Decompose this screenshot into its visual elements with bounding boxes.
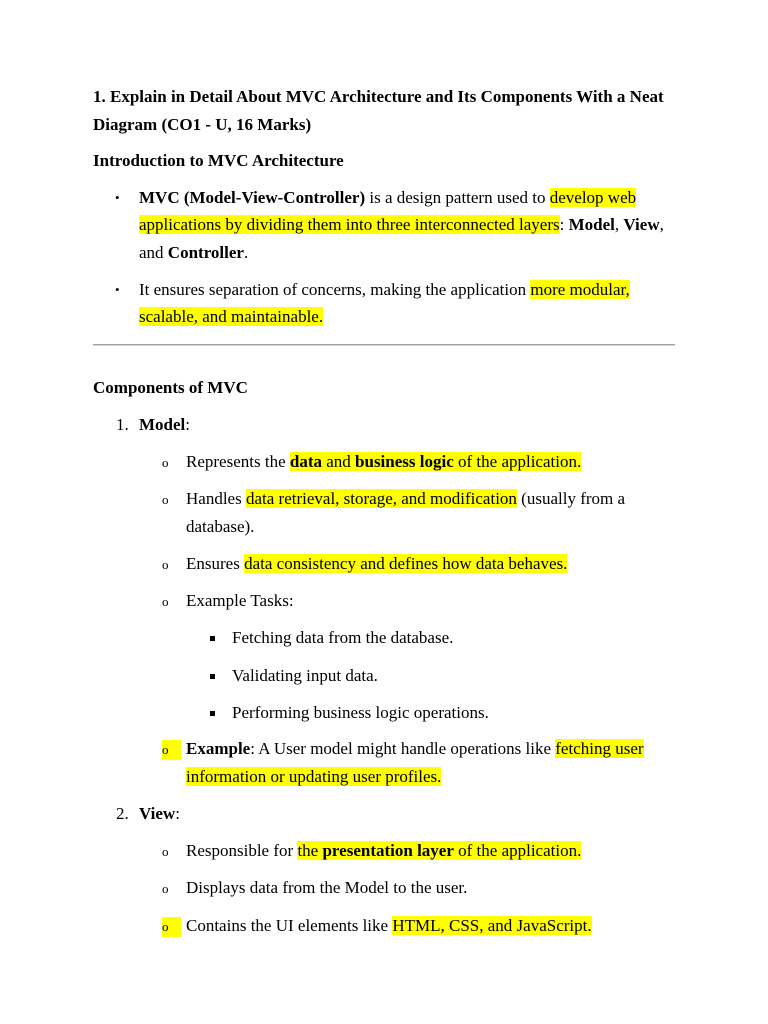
intro-bullet-2-line-2: scalable, and maintainable.	[139, 307, 324, 326]
view-item-2: Displays data from the Model to the user.	[186, 878, 468, 897]
view-item-3: Contains the UI elements like HTML, CSS, and JavaScript.	[186, 916, 592, 935]
disc-bullet: •	[115, 190, 120, 205]
model-item-5-line-1: Example: A User model might handle operations like fetching user	[186, 739, 644, 758]
components-heading: Components of MVC	[93, 378, 248, 397]
horizontal-divider	[93, 344, 675, 346]
intro-bullet-1-line-2: applications by dividing them into three interconnected layers: Model, View,	[139, 215, 664, 234]
list-number: 2.	[116, 804, 129, 823]
circle-bullet: o	[162, 594, 169, 609]
circle-bullet: o	[162, 557, 169, 572]
circle-bullet: o	[162, 917, 181, 937]
model-subitem-2: Validating input data.	[232, 666, 378, 685]
square-bullet	[210, 711, 215, 716]
intro-bullet-1-line-1: MVC (Model-View-Controller) is a design pattern used to develop web	[139, 188, 637, 207]
circle-bullet: o	[162, 455, 169, 470]
list-number: 1.	[116, 415, 129, 434]
model-subitem-1: Fetching data from the database.	[232, 628, 454, 647]
circle-bullet: o	[162, 881, 169, 896]
model-subitem-3: Performing business logic operations.	[232, 703, 489, 722]
view-title: View:	[139, 804, 180, 823]
circle-bullet: o	[162, 844, 169, 859]
question-title-line-2: Diagram (CO1 - U, 16 Marks)	[93, 115, 312, 134]
view-item-1: Responsible for the presentation layer of the application.	[186, 841, 582, 860]
model-item-3: Ensures data consistency and defines how data behaves.	[186, 554, 568, 573]
model-title: Model:	[139, 415, 191, 434]
intro-bullet-2-line-1: It ensures separation of concerns, making the application more modular,	[139, 280, 630, 299]
square-bullet	[210, 674, 215, 679]
intro-heading: Introduction to MVC Architecture	[93, 151, 344, 170]
model-item-2-line-2: database).	[186, 517, 255, 536]
intro-bullet-1-line-3: and Controller.	[139, 243, 249, 262]
model-item-4: Example Tasks:	[186, 591, 294, 610]
model-item-5-line-2: information or updating user profiles.	[186, 767, 442, 786]
question-title-line-1: 1. Explain in Detail About MVC Architecture and Its Components With a Neat	[93, 87, 664, 106]
model-item-2-line-1: Handles data retrieval, storage, and modification (usually from a	[186, 489, 626, 508]
disc-bullet: •	[115, 282, 120, 297]
circle-bullet: o	[162, 740, 181, 760]
model-item-1: Represents the data and business logic of the application.	[186, 452, 582, 471]
square-bullet	[210, 636, 215, 641]
circle-bullet: o	[162, 492, 169, 507]
